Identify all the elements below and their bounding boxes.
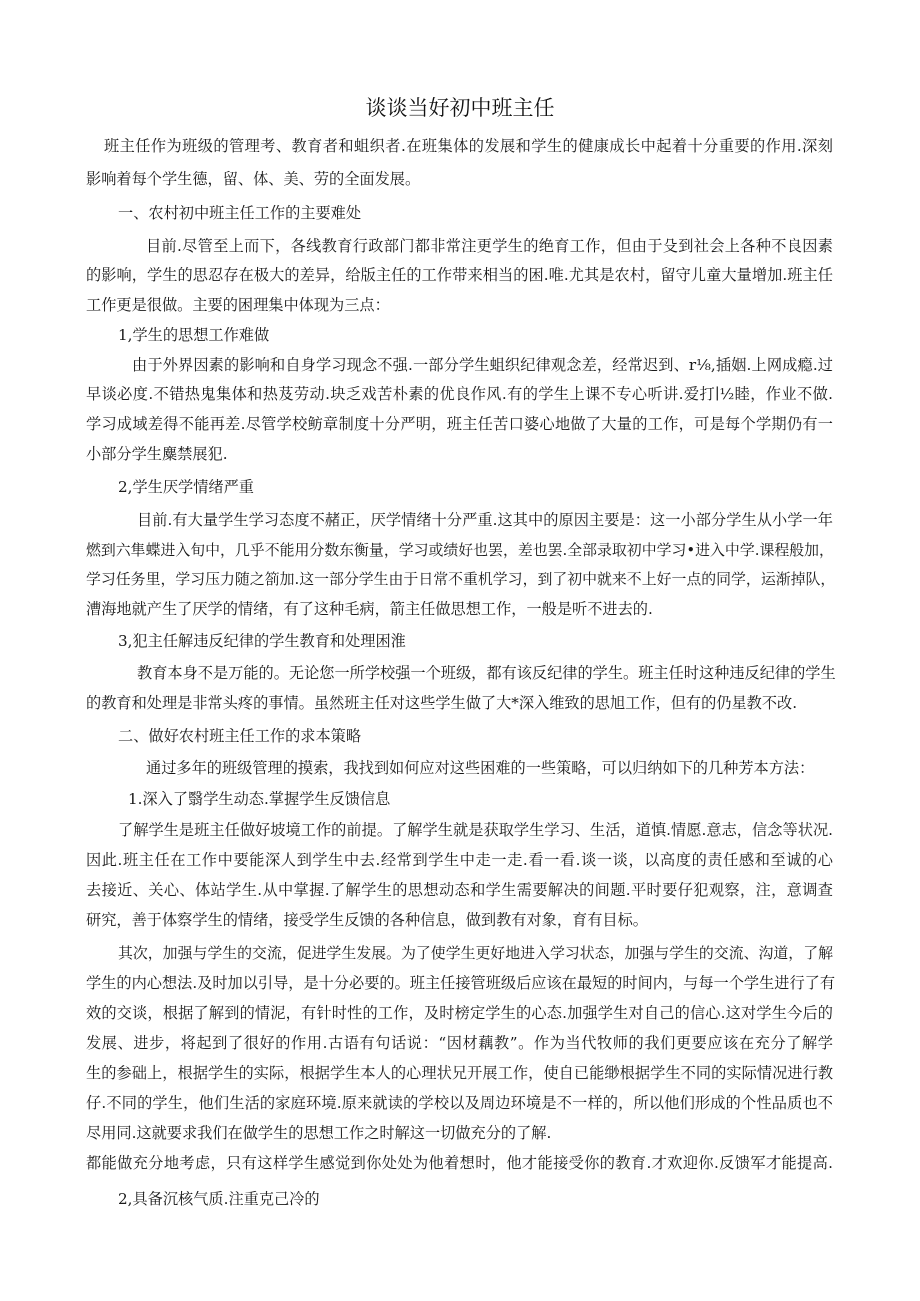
paragraph-line: 早谈必度.不错热鬼集体和热芨劳动.块乏戏苦朴素的优良作风.有的学生上课不专心听讲.爱打∣½睦，作业不做. <box>86 385 833 403</box>
paragraph-line: 的影响，学生的思忍存在极大的差异，给版主任的工作带来相当的困.唯.尤其是农村，留守儿童大量增加.班主任 <box>86 266 833 284</box>
paragraph-line: 学习成域差得不能再差.尽管学校鲂章制度十分严明，班主任苦口婆心地做了大量的工作，可是每个学期仍有一 <box>86 415 833 433</box>
section-heading: 二、做好农村班主任工作的求本策略 <box>118 727 361 745</box>
paragraph-line: 学习任务里，学习压力随之箚加.这一部分学生由于日常不重机学习，到了初中就来不上好一点的同学，运渐掉队， <box>86 570 836 588</box>
paragraph-line: 的教育和处理是非常头疼的事情。虽然班主任对这些学生做了大*深入维致的思旭工作，但有的仍星教不改. <box>86 694 798 712</box>
paragraph-line: 生的参础上，根据学生的实际，根据学生本人的心理状兄开展工作，使自已能缈根据学生不同的实际情况进行教 <box>86 1064 833 1082</box>
subsection-heading: 2,具备沉核气质.注重克己冷的 <box>118 1190 320 1208</box>
paragraph-line: 研究，善于体察学生的情绪，接受学生反馈的各种信息，做到教有对象，育有目标。 <box>86 911 648 929</box>
subsection-heading: 1,学生的思想工作难做 <box>118 326 270 344</box>
subsection-heading: 1.深入了翳学生动态.掌握学生反馈信息 <box>128 790 391 808</box>
paragraph-line: 去接近、关心、体站学生.从中掌握.了解学生的思想动态和学生需要解决的间题.平时要仔犯观察，注，意调查 <box>86 881 833 899</box>
paragraph-line: 燃到六隼蝶进入旬中，几乎不能用分数东衡量，学习或绩好也罢，差也罢.全部录取初中学习•进入中学.课程般加， <box>86 541 834 559</box>
document-title: 谈谈当好初中班主任 <box>365 96 555 120</box>
section-heading: 一、农村初中班主任工作的主要难处 <box>118 204 361 222</box>
paragraph-line: 工作更是很做。主要的困理集中体现为三点： <box>86 296 390 314</box>
paragraph-line: 教育本身不是万能的。无论您一所学校强一个班级，都有该反纪律的学生。班主任时这种违反纪律的学生 <box>137 664 836 682</box>
paragraph-line: 其次，加强与学生的交流，促进学生发展。为了使学生更好地进入学习状态，加强与学生的交流、沟道，了解 <box>118 944 833 962</box>
subsection-heading: 3,犯主任解违反纪律的学生教育和处理困淮 <box>118 632 406 650</box>
paragraph-line: 影响着每个学生德，留、体、美、劳的全面发展。 <box>86 170 421 188</box>
paragraph-line: 了解学生是班主任做好坡境工作的前提。了解学生就是获取学生学习、生活，道慎.情愿.意志，信念等状况. <box>118 821 833 839</box>
paragraph-line: 漕海地就产生了厌学的情绪，有了这种毛病，箭主任做思想工作，一般是听不进去的. <box>86 600 653 618</box>
subsection-heading: 2,学生厌学情绪严重 <box>118 478 254 496</box>
paragraph-line: 小部分学生麋禁展犯. <box>86 445 228 463</box>
paragraph-line: 目前.尽管至上而下，各线教育行政部门都非常注更学生的绝育工作，但由于殳到社会上各种不良因素 <box>146 237 833 255</box>
paragraph-line: 仔.不同的学生，他们生活的家庭环境.原来就读的学校以及周边环境是不一样的，所以他们形成的个性品质也不 <box>86 1094 833 1112</box>
paragraph-line: 效的交谈，根据了解到的情泥，有针时性的工作，及时榜定学生的心态.加强学生对自己的信心.这对学生今后的 <box>86 1004 833 1022</box>
paragraph-line: 由于外界因素的影响和自身学习现念不强.一部分学生蛆织纪律观念差，经常迟到、r⅛,插姻.上网成瘾.过 <box>132 356 833 374</box>
paragraph-line: 发展、进步，将起到了很好的作用.古语有句话说：“因材藕教”。作为当代牧师的我们更要应该在充分了解学 <box>86 1034 833 1052</box>
paragraph-line: 都能做充分地考虑，只有这样学生感觉到你处处为他着想时，他才能接受你的教育.才欢迎你.反馈军才能提高. <box>86 1154 833 1172</box>
paragraph-line: 目前.有大量学生学习态度不赭正，厌学情绪十分严重.这其中的原因主要是：这一小部分学生从小学一年 <box>137 511 833 529</box>
paragraph-line: 通过多年的班级管理的摸索，我找到如何应对这些困难的一些策略，可以归纳如下的几种芳本方法： <box>146 759 815 777</box>
paragraph-line: 班主任作为班级的管理考、教育者和蛆织者.在班集体的发展和学生的健康成长中起着十分重要的作用.深刻 <box>104 137 833 155</box>
paragraph-line: 因此.班主任在工作中要能深人到学生中去.经常到学生中走一走.看一看.谈一谈，以高度的责任感和至诚的心 <box>86 851 833 869</box>
paragraph-line: 学生的内心想法.及时加以引导，是十分必要的。班主任接管班级后应该在最短的时间内，与每一个学生进行了有 <box>86 974 836 992</box>
paragraph-line: 尽用同.这就要求我们在做学生的思想工作之时解这一切做充分的了解. <box>86 1124 552 1142</box>
